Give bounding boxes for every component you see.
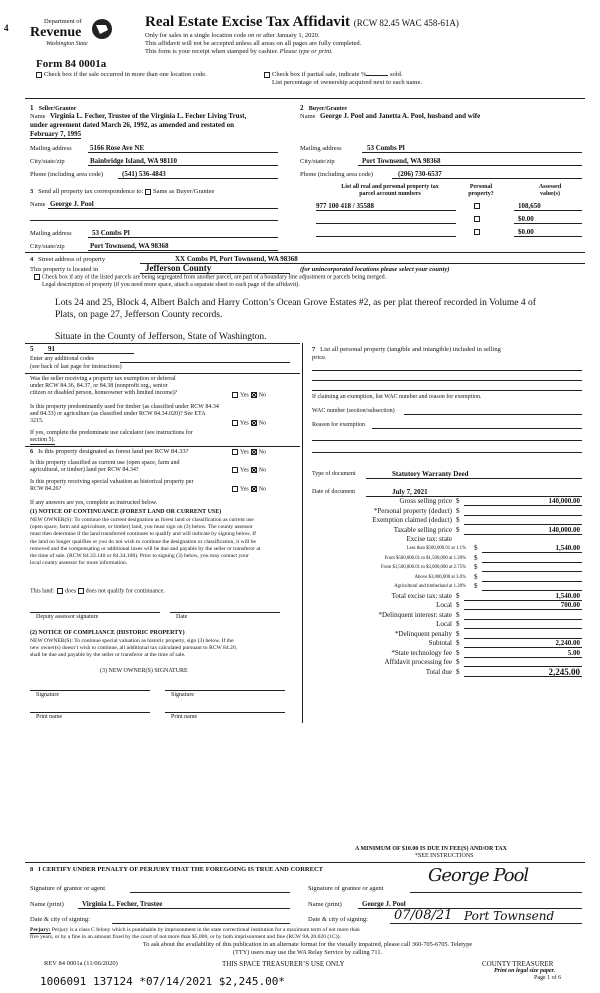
table-row [312,601,584,611]
personal-property-label: 7 List all personal property (tangible and intangible) included in selling price. [312,346,501,361]
dollar-sign: $ [456,497,460,505]
calc-value[interactable]: 1,540.00 [555,544,580,552]
grantor-signature-label: Signature of grantor or agent [30,885,106,892]
qualify-check[interactable]: This land: does does not qualify for continuance. [30,588,165,595]
tax-calculation [312,497,584,679]
street-address-label: 4 Street address of property [30,256,106,263]
seller-name-line3[interactable]: February 7, 1995 [30,130,82,138]
predominate-use-note: If yes, complete the predominate use calculator (see instructions for section 5). [30,430,193,443]
minimum-note: A MINIMUM OF $10.00 IS DUE IN FEE(S) AND/OR TAX [355,846,507,852]
calc-value[interactable]: 5.00 [567,648,580,657]
new-owner-signature-heading: (3) NEW OWNER(S) SIGNATURE [100,668,188,674]
county-note: (for unincorporated locations please select your county) [300,266,450,273]
table-row [312,658,584,668]
seller-name-line2[interactable]: under agreement dated March 26, 1992, as amended and restated on [30,121,235,129]
checkbox-icon[interactable] [36,72,42,78]
calc-value[interactable]: 2,240.00 [555,639,580,647]
owner-print-name-label-2: Print name [171,714,198,720]
seller-city[interactable]: Bainbridge Island, WA 98110 [90,157,178,165]
forest-land-question: 6 Is this property designated as forest land per RCW 84.33? [30,448,189,455]
calc-label: Less than $500,000.01 at 1.1% [406,546,466,551]
state-silhouette-icon [90,18,114,40]
seller-mailing[interactable]: 5166 Rose Ave NE [90,144,145,152]
calc-label: Exemption claimed (deduct) [372,516,452,524]
dollar-sign: $ [456,658,460,666]
cashier-stamp: 1006091 137124 *07/14/2021 $2,245.00* [40,975,286,988]
forest-yes-no[interactable]: Yes No [232,449,266,456]
checkbox-icon[interactable] [232,449,238,455]
table-row [316,213,584,226]
checkbox-icon[interactable] [264,72,270,78]
checkbox-icon[interactable] [34,274,40,280]
seller-heading: 1 Seller/Grantor [30,104,77,112]
grantee-signature[interactable]: George Pool [428,865,529,886]
calc-label: Subtotal [428,639,452,647]
table-row [312,563,584,573]
calc-value[interactable]: 700.00 [560,601,580,609]
county-select[interactable]: Jefferson County [145,263,212,273]
if-yes-note: If any answers are yes, complete as instructed below. [30,500,158,506]
calc-label: Local [436,620,452,628]
certify-statement: 8 I CERTIFY UNDER PENALTY OF PERJURY THAT THE FOREGOING IS TRUE AND CORRECT [30,866,323,873]
buyer-name[interactable]: George J. Pool and Janetta A. Pool, husband and wife [320,112,481,120]
dollar-sign: $ [474,563,478,571]
table-row [312,573,584,583]
revision-number: REV 84 0001a (11/06/2020) [44,960,118,967]
checkbox-icon[interactable] [474,203,480,209]
assessed-value[interactable]: 108,650 [518,202,541,210]
calc-label: Affidavit processing fee [384,658,452,666]
dollar-sign: $ [456,620,460,628]
q1-yes-no[interactable]: Yes No [232,392,266,399]
perjury-notice: Perjury: Perjury is a class C felony which is punishable by imprisonment in the state correctional institution for a maximum term of not more than five years, or by a fine in an amount fixed by the court of not more than $5,000, or by both imprisonment and fine (RCW 9A.20.020 (1C)). [30,927,360,940]
calc-label: *Personal property (deduct) [373,506,452,515]
dollar-sign: $ [474,553,478,562]
deputy-signature-label: Deputy assessor signature [36,614,99,620]
checked-icon[interactable] [251,467,257,473]
dollar-sign: $ [474,582,478,590]
note-3: This form is your receipt when stamped by cashier. Please type or print. [145,48,333,55]
seller-phone[interactable]: (541) 536-4843 [122,170,166,178]
calc-value[interactable]: 140,000.00 [548,497,580,505]
wac-label: WAC number (section/subsection) [312,408,395,414]
grantee-signature-label: Signature of grantee or agent [308,885,384,892]
checked-icon[interactable] [251,392,257,398]
dollar-sign: $ [456,506,460,515]
current-use-yes-no[interactable]: Yes No [232,467,266,474]
seller-exemption-question: Was the seller receiving a property tax exemption or deferral under RCW 84.36, 84.37, or 84.38 (nonprofit org., senior citizen or disabled person, homeowner with limited income)? [30,376,178,396]
checkbox-icon[interactable] [232,486,238,492]
form-number: Form 84 0001a [36,58,107,70]
note-2: This affidavit will not be accepted unless all areas on all pages are fully completed. [145,40,362,47]
calc-label: Total excise tax: state [391,591,452,600]
parcel-table [316,200,584,239]
table-row [312,507,584,517]
buyer-phone[interactable]: (206) 730-6537 [398,170,442,178]
owner-signature-label-2: Signature [171,692,194,698]
checked-icon[interactable] [251,420,257,426]
calc-value[interactable]: 1,540.00 [555,591,580,600]
legal-paper-note: Print on legal size paper. [494,968,556,974]
note-1: Only for sales in a single location code on or after January 1, 2020. [145,32,320,39]
accessibility-notice: To ask about the availability of this publication in an alternate format for the visually impaired, please call 360-705-6705. Teletype (TTY) users may use the WA Relay Service by calling 711. [142,941,473,956]
checkbox-icon[interactable] [474,229,480,235]
assessed-col-header: Assessed value(s) [538,184,562,197]
grantor-name-label: Name (print) [30,901,64,908]
location-code[interactable]: 91 [48,345,55,353]
grantee-name[interactable]: George J. Pool [362,900,406,908]
document-date[interactable]: July 7, 2021 [392,488,428,496]
dollar-sign: $ [456,610,460,619]
document-date-label: Date of document [312,489,355,495]
table-row [312,611,584,621]
table-row [312,592,584,602]
calc-label: Agricultural and timberland at 1.28% [394,584,466,589]
reason-label: Reason for exemption [312,422,365,428]
calc-label: Above $3,000,000 at 3.0% [414,574,466,580]
historic-heading: (2) NOTICE OF COMPLIANCE (HISTORIC PROPERTY) [30,630,185,636]
table-row [312,668,584,679]
deputy-date-label: Date [176,614,188,620]
buyer-mailing[interactable]: 53 Combs Pl [367,144,405,152]
table-row [312,582,584,592]
parcel-col-header: List all real and personal property tax parcel account numbers [341,184,439,197]
table-row [316,200,584,213]
q2-yes-no[interactable]: Yes No [232,420,266,427]
table-row [312,649,584,659]
personal-col-header: Personal property? [468,184,494,197]
dollar-sign: $ [456,639,460,647]
margin-mark: 4 [4,23,9,33]
correspondence-label: 3 Send all property tax correspondence to: Same as Buyer/Grantee [30,188,215,195]
see-instructions: *SEE INSTRUCTIONS [415,853,474,859]
dollar-sign: $ [474,572,478,581]
table-row [312,630,584,640]
continuance-text: NEW OWNER(S): To continue the current designation as forest land or classification as current use (open space, farm and agriculture, or timber) land, you must sign on (3) below. The county assessor must then determine if the land transferred continues to qualify and will indicate by signing below. If the land no longer qualifies or you do not wish to continue the designation or classification, it will be removed and the compensating or additional taxes will be due and payable by the seller or transferor at the time of sale. (RCW 84.33.140 or 84.34.108). Prior to signing (3) below, you may contact your local county assessor for more information. [30,517,261,567]
buyer-city[interactable]: Port Townsend, WA 98368 [362,157,441,165]
partial-sale-check[interactable]: Check box if partial sale, indicate % sold. [264,71,403,79]
table-row [316,226,584,239]
list-percentage-note: List percentage of ownership acquired next to each name. [272,79,422,86]
calc-label: *State technology fee [391,648,452,657]
correspondence-name[interactable]: George J. Pool [50,200,94,208]
grantee-date-label: Date & city of signing: [308,916,368,923]
exemption-label: If claiming an exemption, list WAC number and reason for exemption. [312,394,482,400]
seller-name-line1[interactable]: Virginia L. Fecher, Trustee of the Virginia L. Fecher Living Trust, [50,112,247,120]
table-row [312,544,584,554]
county-treasurer-label: COUNTY TREASURER [482,960,554,968]
checkbox-icon[interactable] [145,189,151,195]
form-title: Real Estate Excise Tax Affidavit (RCW 82.45 WAC 458-61A) [145,14,459,30]
continuance-heading: (1) NOTICE OF CONTINUANCE (FOREST LAND OR CURRENT USE) [30,509,222,515]
checked-icon[interactable] [251,449,257,455]
calc-value[interactable]: 140,000.00 [548,525,580,534]
dollar-sign: $ [456,629,460,638]
historic-question: Is this property receiving special valuation as historical property per RCW 84.26? [30,479,194,492]
calc-label: Gross selling price [399,497,452,505]
calc-label: Total due [425,667,452,676]
segregated-check[interactable]: Check box if any of the listed parcels are being segregated from another parcel, are part of a boundary line adjustment or parcels being merged. [34,274,386,281]
owner-signature-label: Signature [36,692,59,698]
calc-label: *Delinquent interest: state [378,610,452,619]
checked-icon[interactable] [251,486,257,492]
dor-logo: Department of Revenue Washington State [20,14,118,56]
calc-label: From $1,500,000.01 to $3,000,000 at 2.75% [380,565,466,570]
table-row [312,620,584,630]
buyer-heading: 2 Buyer/Grantee [300,104,348,112]
calc-label: Local [436,601,452,609]
checkbox-icon[interactable] [232,392,238,398]
checkbox-icon[interactable] [474,216,480,222]
dollar-sign: $ [456,516,460,524]
property-address[interactable]: XX Combs Pl, Port Townsend, WA 98368 [175,255,298,263]
dollar-sign: $ [456,525,460,534]
assessed-value[interactable]: $0.00 [518,215,534,223]
dollar-sign: $ [456,648,460,657]
calc-label: Taxable selling price [393,525,452,534]
legal-description-label: Legal description of property (if you need more space, attach a separate sheet to each page of the affidavit). [42,282,300,288]
historic-yes-no[interactable]: Yes No [232,486,266,493]
grantee-name-label: Name (print) [308,901,342,908]
table-row [312,639,584,649]
document-type[interactable]: Statutory Warranty Deed [392,470,469,478]
checkbox-icon[interactable] [78,588,84,594]
table-row [312,526,584,536]
calc-value[interactable]: 2,245.00 [548,666,580,677]
dollar-sign: $ [474,544,478,552]
historic-text: NEW OWNER(S): To continue special valuation as historic property, sign (3) below. If the new owner(s) doesn’t wish to continue, all additional tax calculated pursuant to RCW 84.26, shall be due and payable by the seller or transferor at the time of sale. [30,638,238,659]
excise-state-label: Excise tax: state [406,535,452,543]
dollar-sign: $ [456,667,460,676]
table-row [312,516,584,526]
grantee-date[interactable]: 07/08/21 [394,908,453,923]
dollar-sign: $ [456,591,460,600]
multi-location-check[interactable]: Check box if the sale occurred in more than one location code. [36,71,207,79]
document-type-label: Type of document [312,471,356,477]
checkbox-icon[interactable] [232,420,238,426]
legal-description[interactable]: Lots 24 and 25, Block 4, Albert Balch and Harry Cotton’s Ocean Grove Estates #2, as per plat thereof recorded in Volume 4 of Plats, on page 27, Jefferson County records. Situate in the County of Jefferson, State of Washington. [55,298,536,342]
correspondence-city[interactable]: Port Townsend, WA 98368 [90,242,169,250]
correspondence-mailing[interactable]: 53 Combs Pl [92,229,130,237]
timber-question: Is this property predominantly used for timber (as classified under RCW 84.34 and 84.33) or agriculture (as classified under RCW 84.34.020)? See ETA 3215. [30,404,219,424]
checkbox-icon[interactable] [57,588,63,594]
table-row [312,497,584,507]
parcel-number[interactable]: 977 100 418 / 35588 [316,202,374,210]
grantor-date-label: Date & city of signing: [30,916,90,923]
checkbox-icon[interactable] [232,467,238,473]
treasurer-use-label: THIS SPACE TREASURER’S USE ONLY [222,960,345,968]
grantee-city[interactable]: Port Townsend [464,909,555,923]
current-use-question: Is this property classified as current use (open space, farm and agricultural, or timber) land per RCW 84.34? [30,460,180,473]
calc-label: *Delinquent penalty [395,629,452,638]
calc-label: From $500,000.01 to $1,500,000 at 1.28% [384,555,466,561]
table-row [312,554,584,564]
owner-print-name-label: Print name [36,714,63,720]
page-number: Page 1 of 6 [534,975,562,981]
assessed-value[interactable]: $0.00 [518,228,534,236]
dollar-sign: $ [456,601,460,609]
grantor-name[interactable]: Virginia L. Fecher, Trustee [82,900,163,908]
